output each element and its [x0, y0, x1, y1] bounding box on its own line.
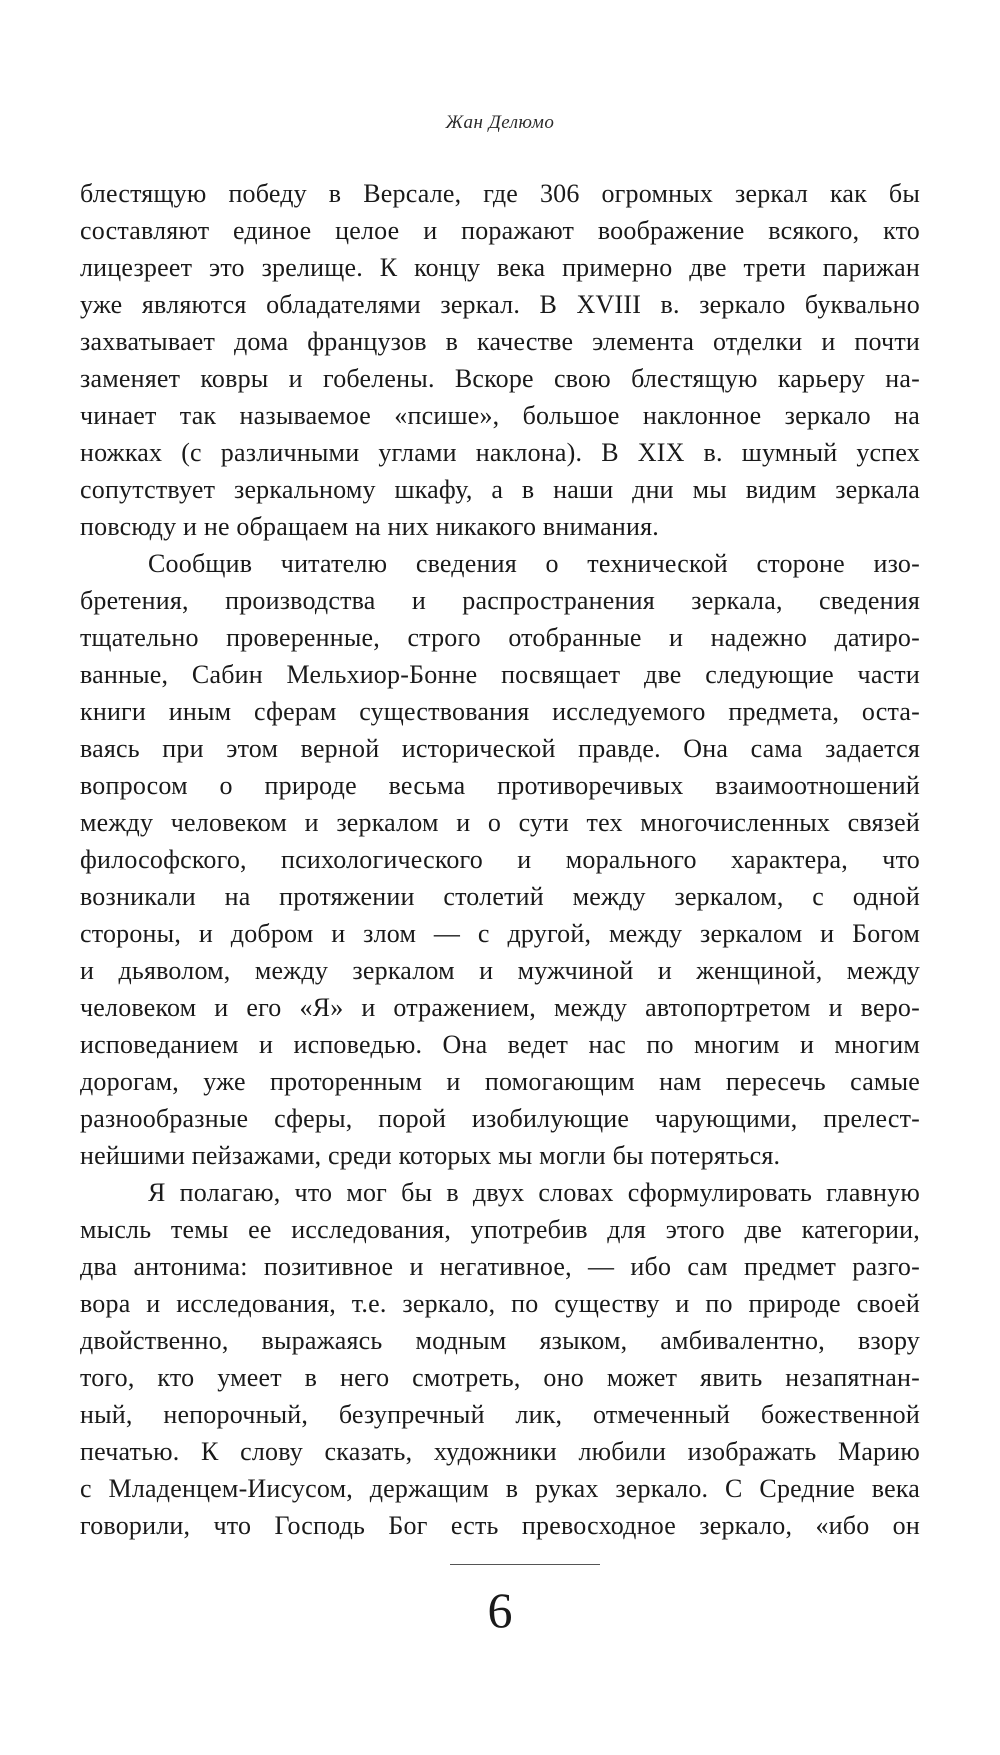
page-number: 6	[487, 1582, 513, 1638]
text-line: и дьяволом, между зеркалом и мужчиной и женщиной, между	[80, 956, 920, 985]
text-line: блестящую победу в Версале, где 306 огромных зеркал как бы	[80, 179, 920, 208]
text-line: чинает так называемое «псише», большое наклонное зеркало на	[80, 401, 920, 430]
text-line: между человеком и зеркалом и о сути тех многочисленных связей	[80, 808, 920, 837]
text-line: вора и исследования, т.е. зеркало, по существу и по природе своей	[80, 1289, 920, 1318]
text-line: возникали на протяжении столетий между зеркалом, с одной	[80, 882, 920, 911]
text-line: два антонима: позитивное и негативное, — ибо сам предмет разго-	[80, 1252, 920, 1281]
folio-rule	[450, 1564, 600, 1565]
text-line: лицезреет это зрелище. К концу века примерно две трети парижан	[80, 253, 920, 282]
text-line: составляют единое целое и поражают воображение всякого, кто	[80, 216, 920, 245]
text-line: дорогам, уже проторенным и помогающим нам пересечь самые	[80, 1067, 920, 1096]
text-line: ножках (с различными углами наклона). В XIX в. шумный успех	[80, 438, 920, 467]
text-line: человеком и его «Я» и отражением, между автопортретом и веро-	[80, 993, 920, 1022]
text-line: печатью. К слову сказать, художники любили изображать Марию	[80, 1437, 920, 1466]
text-line: захватывает дома французов в качестве элемента отделки и почти	[80, 327, 920, 356]
text-line: исповеданием и исповедью. Она ведет нас по многим и многим	[80, 1030, 920, 1059]
text-line: мысль темы ее исследования, употребив для этого две категории,	[80, 1215, 920, 1244]
running-head: Жан Делюмо	[445, 112, 555, 133]
text-line: уже являются обладателями зеркал. В XVIII в. зеркало буквально	[80, 290, 920, 319]
text-line: двойственно, выражаясь модным языком, амбивалентно, взору	[80, 1326, 920, 1355]
text-line: стороны, и добром и злом — с другой, между зеркалом и Богом	[80, 919, 920, 948]
text-line: того, кто умеет в него смотреть, оно может явить незапятнан-	[80, 1363, 920, 1392]
text-line: повсюду и не обращаем на них никакого внимания.	[80, 512, 659, 541]
text-line: философского, психологического и морального характера, что	[80, 845, 920, 874]
text-line: сопутствует зеркальному шкафу, а в наши дни мы видим зеркала	[80, 475, 920, 504]
text-line: ный, непорочный, безупречный лик, отмеченный божественной	[80, 1400, 920, 1429]
text-line: заменяет ковры и гобелены. Вскоре свою блестящую карьеру на-	[80, 364, 920, 393]
text-line: Сообщив читателю сведения о технической стороне изо-	[148, 549, 920, 578]
text-line: говорили, что Господь Бог есть превосходное зеркало, «ибо он	[80, 1511, 920, 1540]
text-line: ваясь при этом верной исторической правде. Она сама задается	[80, 734, 920, 763]
text-line: тщательно проверенные, строго отобранные и надежно датиро-	[80, 623, 920, 652]
text-line: с Младенцем-Иисусом, держащим в руках зеркало. С Средние века	[80, 1474, 920, 1503]
text-line: вопросом о природе весьма противоречивых взаимоотношений	[80, 771, 920, 800]
text-line: Я полагаю, что мог бы в двух словах сформулировать главную	[148, 1178, 920, 1207]
text-line: бретения, производства и распространения зеркала, сведения	[80, 586, 920, 615]
text-line: нейшими пейзажами, среди которых мы могли бы потеряться.	[80, 1141, 781, 1170]
text-line: разнообразные сферы, порой изобилующие чарующими, прелест-	[80, 1104, 920, 1133]
text-line: книги иным сферам существования исследуемого предмета, оста-	[80, 697, 920, 726]
text-line: ванные, Сабин Мельхиор-Бонне посвящает две следующие части	[80, 660, 920, 689]
body-text	[80, 175, 920, 1544]
